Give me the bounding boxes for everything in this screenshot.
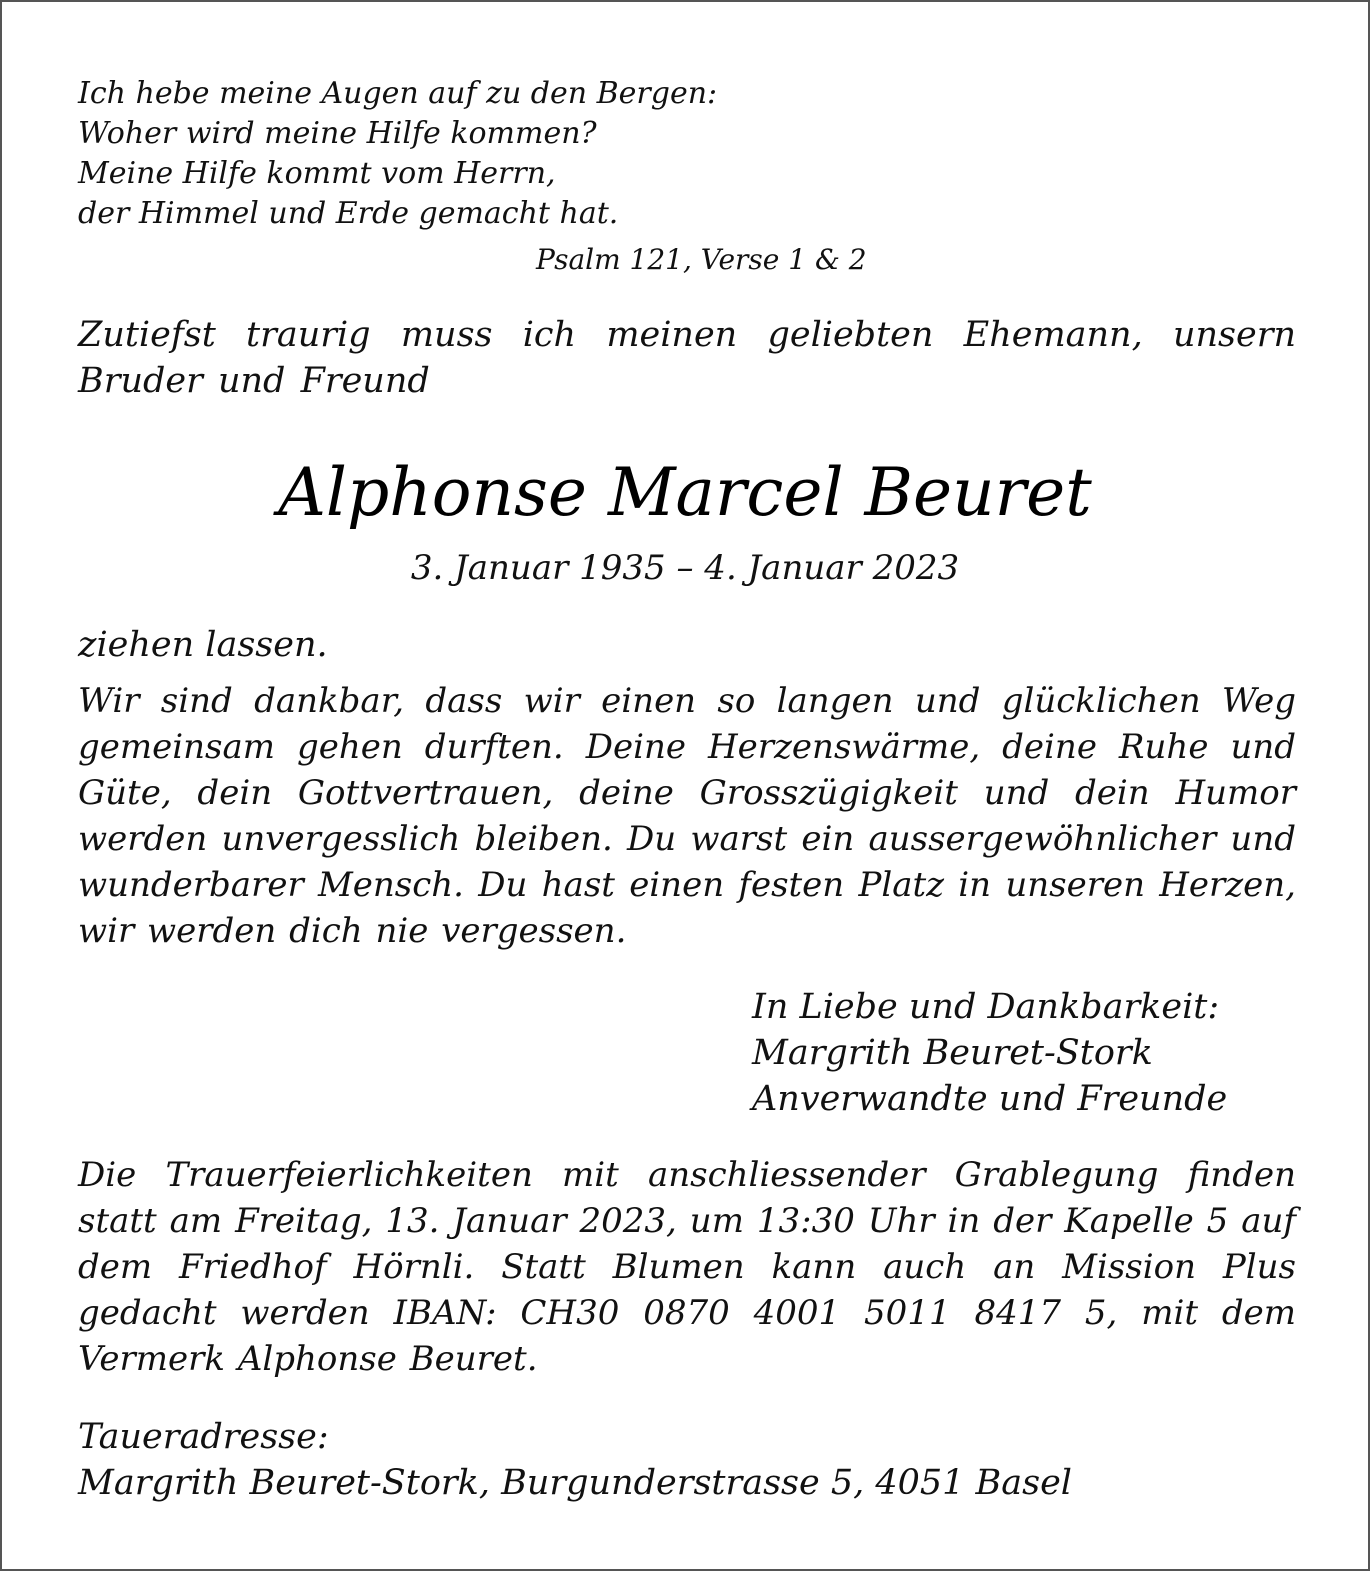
signature-line: Margrith Beuret-Stork: [752, 1033, 1153, 1073]
funeral-info-paragraph: Die Trauerfeierlichkeiten mit anschliessender Grablegung finden statt am Freitag, 13. Januar 2023, um 13:30 Uhr in der Kapelle 5 auf dem Friedhof Hörnli. Statt Blumen kann auch an Mission Plus gedacht werden IBAN: CH30 0870 4001 5011 8417 5, mit dem Vermerk Alphonse Beuret.: [78, 1155, 1296, 1379]
farewell-text: ziehen lassen.: [78, 625, 328, 665]
deceased-name: Alphonse Marcel Beuret: [278, 454, 1092, 531]
verse-line: Woher wird meine Hilfe kommen?: [78, 116, 597, 151]
address-value: Margrith Beuret-Stork, Burgunderstrasse 5, 4051 Basel: [78, 1463, 1072, 1503]
mourning-address: [78, 1414, 1072, 1506]
address-label: Taueradresse:: [78, 1417, 329, 1457]
intro-text: Zutiefst traurig muss ich meinen geliebten Ehemann, unsern Bruder und Freund: [78, 315, 1296, 401]
signature-line: In Liebe und Dankbarkeit:: [752, 987, 1220, 1027]
verse-line: Meine Hilfe kommt vom Herrn,: [78, 156, 556, 191]
psalm-reference: Psalm 121, Verse 1 & 2: [536, 243, 867, 276]
psalm-verse: [78, 74, 717, 234]
life-dates: 3. Januar 1935 – 4. Januar 2023: [410, 548, 960, 588]
verse-line: der Himmel und Erde gemacht hat.: [78, 196, 619, 231]
signature-line: Anverwandte und Freunde: [752, 1079, 1228, 1119]
signature-block: [752, 984, 1227, 1122]
verse-line: Ich hebe meine Augen auf zu den Bergen:: [78, 76, 718, 111]
tribute-paragraph: Wir sind dankbar, dass wir einen so langen und glücklichen Weg gemeinsam gehen durften. Deine Herzenswärme, deine Ruhe und Güte, dein Gottvertrauen, deine Grosszügigkeit und dein Humor werden unvergesslich bleiben. Du warst ein aussergewöhnlicher und wunderbarer Mensch. Du hast einen festen Platz in unseren Herzen, wir werden dich nie vergessen.: [78, 681, 1296, 951]
